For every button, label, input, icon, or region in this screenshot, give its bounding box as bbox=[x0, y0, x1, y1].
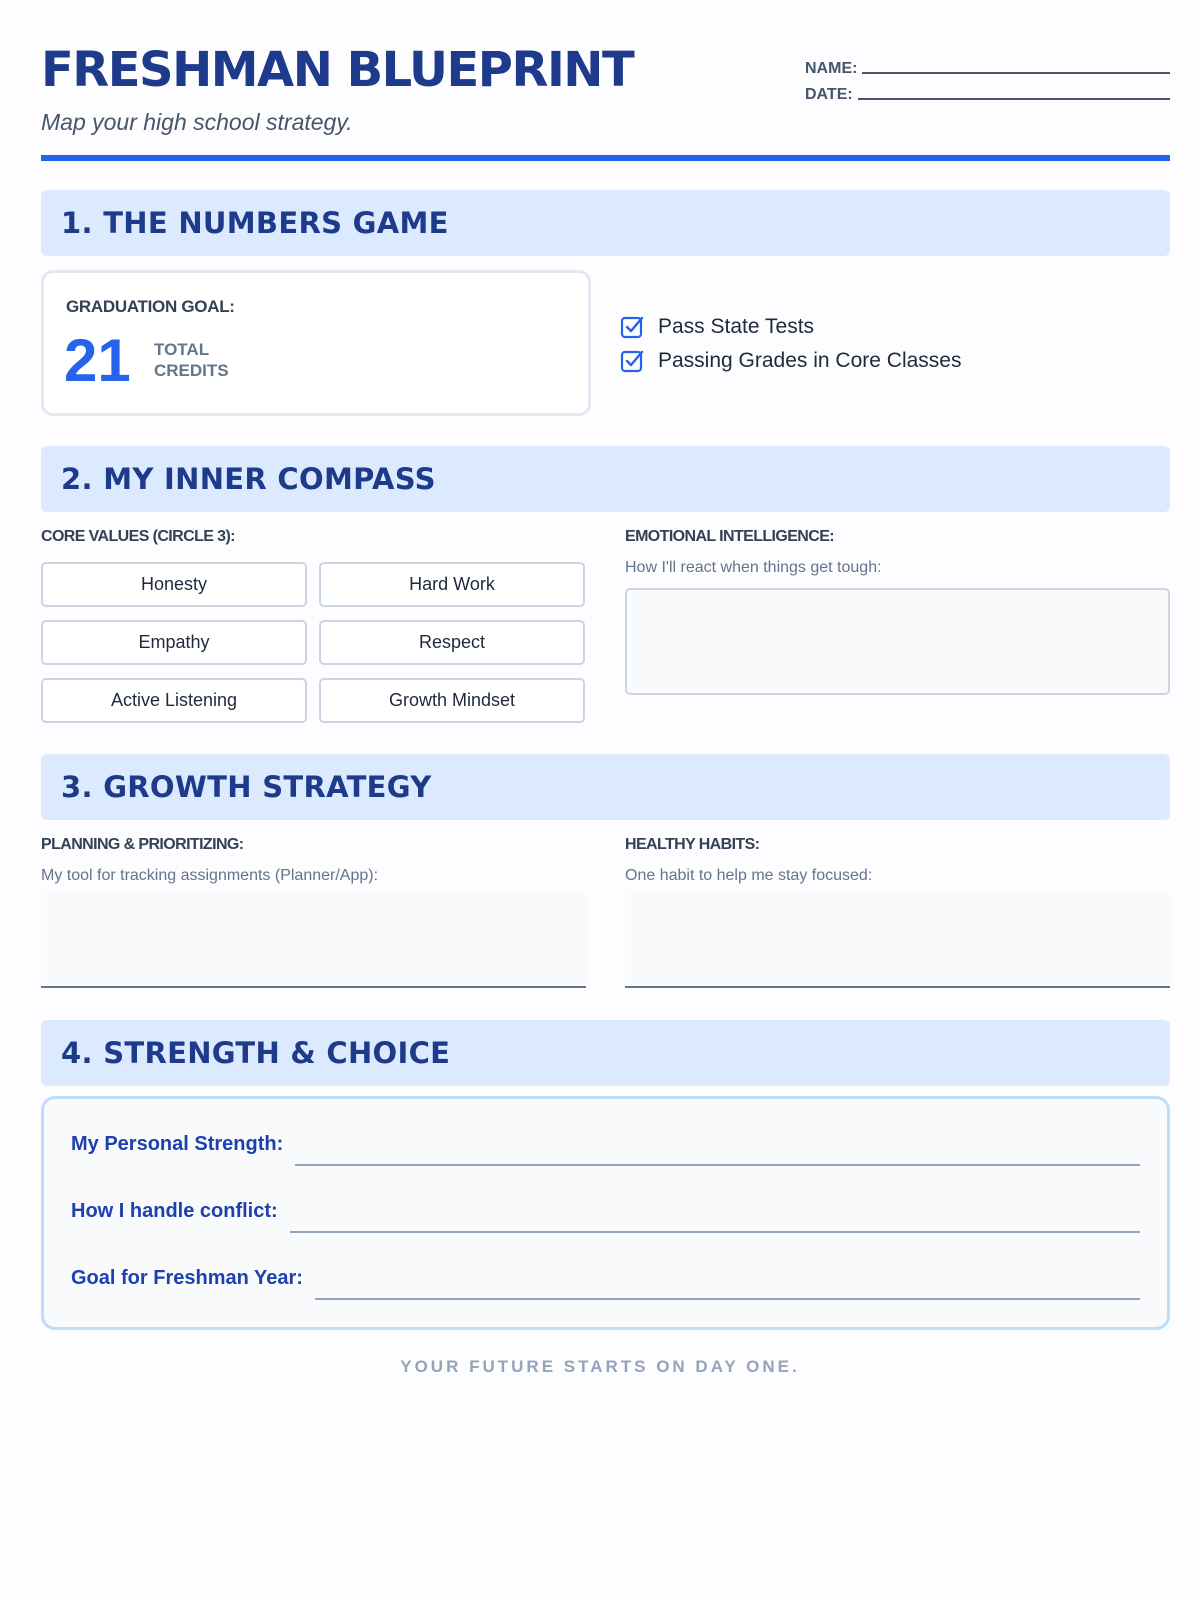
requirements-checklist bbox=[620, 310, 961, 378]
header-divider bbox=[41, 155, 1170, 161]
section-growth-strategy bbox=[41, 754, 1170, 820]
checklist-item[interactable] bbox=[620, 310, 961, 344]
prompt-label: Goal for Freshman Year: bbox=[71, 1267, 303, 1289]
section-heading: 3. GROWTH STRATEGY bbox=[61, 770, 432, 804]
name-field[interactable] bbox=[862, 72, 1170, 74]
core-values-grid bbox=[41, 562, 586, 723]
core-value-option[interactable]: Respect bbox=[319, 620, 585, 665]
section-inner-compass bbox=[41, 446, 1170, 512]
section-heading: 4. STRENGTH & CHOICE bbox=[61, 1036, 451, 1070]
core-value-option[interactable]: Growth Mindset bbox=[319, 678, 585, 723]
planning-answer-area[interactable] bbox=[41, 894, 586, 988]
page-subtitle: Map your high school strategy. bbox=[41, 109, 353, 135]
checked-box-icon[interactable] bbox=[620, 349, 644, 373]
date-label: DATE: bbox=[805, 86, 853, 103]
page-title: FRESHMAN BLUEPRINT bbox=[41, 42, 634, 98]
core-values-label: CORE VALUES (CIRCLE 3): bbox=[41, 528, 235, 545]
personal-strength-field[interactable] bbox=[295, 1164, 1140, 1166]
footer-tagline: YOUR FUTURE STARTS ON DAY ONE. bbox=[400, 1357, 800, 1376]
emotional-intelligence-label: EMOTIONAL INTELLIGENCE: bbox=[625, 528, 835, 545]
conflict-handling-field[interactable] bbox=[290, 1231, 1140, 1233]
prompt-label: My Personal Strength: bbox=[71, 1133, 284, 1155]
freshman-goal-field[interactable] bbox=[315, 1298, 1140, 1300]
healthy-habits-hint: One habit to help me stay focused: bbox=[625, 867, 873, 884]
date-field[interactable] bbox=[858, 98, 1170, 100]
graduation-goal-value: 21 bbox=[64, 327, 131, 394]
strength-choice-card bbox=[41, 1096, 1170, 1330]
healthy-habits-label: HEALTHY HABITS: bbox=[625, 836, 760, 853]
name-label: NAME: bbox=[805, 60, 858, 77]
emotional-intelligence-hint: How I'll react when things get tough: bbox=[625, 559, 882, 576]
planning-hint: My tool for tracking assignments (Planner/App): bbox=[41, 867, 379, 884]
section-strength-choice bbox=[41, 1020, 1170, 1086]
core-value-option[interactable]: Empathy bbox=[41, 620, 307, 665]
section-numbers-game bbox=[41, 190, 1170, 256]
graduation-goal-unit: TOTAL CREDITS bbox=[154, 340, 229, 380]
section-heading: 1. THE NUMBERS GAME bbox=[61, 206, 449, 240]
prompt-row-strength bbox=[71, 1133, 1140, 1156]
prompt-row-conflict bbox=[71, 1200, 1140, 1223]
emotional-intelligence-answer-box[interactable] bbox=[625, 588, 1170, 695]
checklist-label: Pass State Tests bbox=[658, 315, 815, 338]
prompt-row-goal bbox=[71, 1267, 1140, 1290]
prompt-label: How I handle conflict: bbox=[71, 1200, 278, 1222]
healthy-habits-answer-area[interactable] bbox=[625, 894, 1170, 988]
graduation-goal-label: GRADUATION GOAL: bbox=[66, 297, 235, 316]
date-row bbox=[805, 78, 1170, 104]
name-row bbox=[805, 52, 1170, 78]
core-value-option[interactable]: Hard Work bbox=[319, 562, 585, 607]
core-value-option[interactable]: Honesty bbox=[41, 562, 307, 607]
graduation-goal-card bbox=[41, 270, 591, 416]
section-heading: 2. MY INNER COMPASS bbox=[61, 462, 436, 496]
checklist-label: Passing Grades in Core Classes bbox=[658, 349, 962, 372]
planning-label: PLANNING & PRIORITIZING: bbox=[41, 836, 244, 853]
name-date-block bbox=[805, 52, 1170, 104]
checked-box-icon[interactable] bbox=[620, 315, 644, 339]
checklist-item[interactable] bbox=[620, 344, 961, 378]
core-value-option[interactable]: Active Listening bbox=[41, 678, 307, 723]
